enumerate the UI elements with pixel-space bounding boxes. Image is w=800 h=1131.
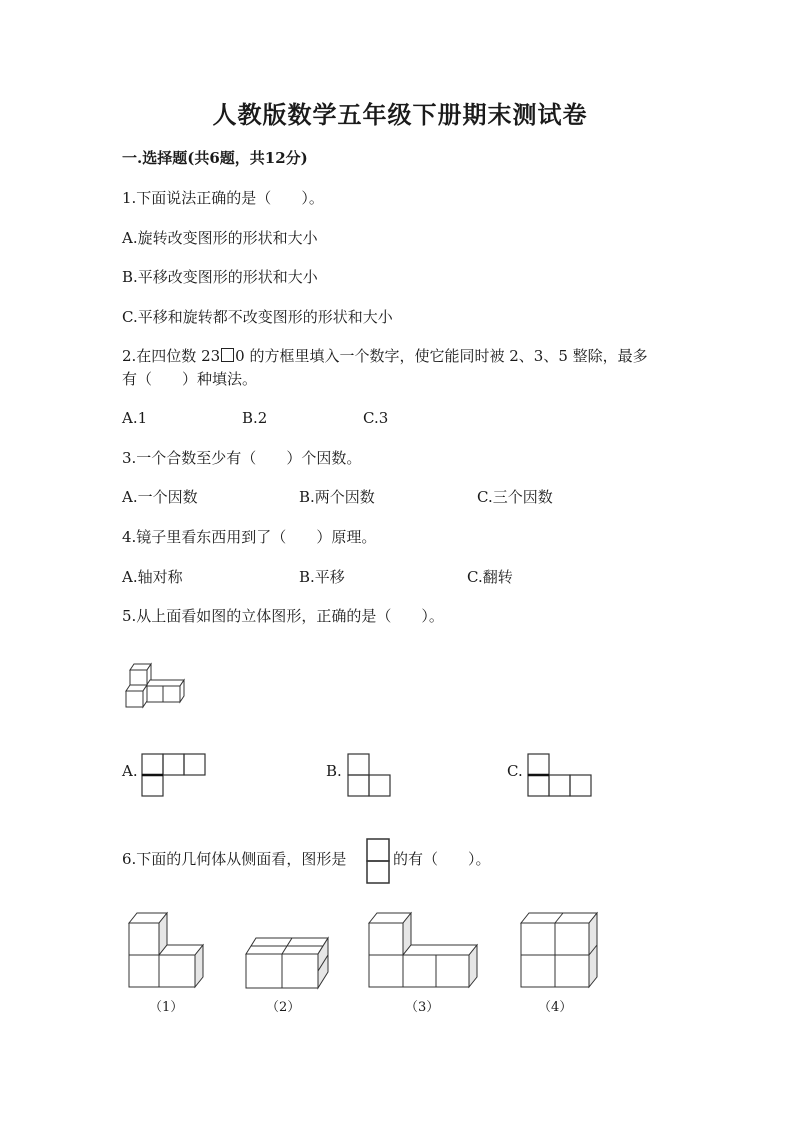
q6-figure-4 xyxy=(519,909,601,989)
question-1-option-c: C.平移和旋转都不改变图形的形状和大小 xyxy=(122,308,393,326)
q6-figure-1 xyxy=(127,909,207,989)
question-5-stem: 5.从上面看如图的立体图形，正确的是（ ）。 xyxy=(122,607,444,625)
section-heading: 一.选择题(共6题，共12分) xyxy=(122,149,308,167)
question-2-stem-part-b: 0 的方框里填入一个数字，使它能同时被 2、3、5 整除，最多 xyxy=(235,347,648,365)
q6-figure-2 xyxy=(244,934,334,990)
q5-option-b-shape xyxy=(347,753,393,799)
question-3-option-a: A.一个因数 xyxy=(122,488,198,506)
question-2-option-b: B.2 xyxy=(242,409,268,427)
question-1-option-b: B.平移改变图形的形状和大小 xyxy=(122,268,318,286)
question-1-stem: 1.下面说法正确的是（ ）。 xyxy=(122,189,324,207)
question-5-option-c-label: C. xyxy=(507,762,523,780)
question-3-option-b: B.两个因数 xyxy=(299,488,375,506)
question-4-stem: 4.镜子里看东西用到了（ ）原理。 xyxy=(122,528,377,546)
question-4-option-c: C.翻转 xyxy=(467,568,513,586)
page-title: 人教版数学五年级下册期末测试卷 xyxy=(212,100,588,129)
question-2-stem-part-a: 2.在四位数 23 xyxy=(122,347,221,365)
question-1-option-a: A.旋转改变图形的形状和大小 xyxy=(122,229,318,247)
question-6-stem-part-b: 的有（ ）。 xyxy=(393,850,491,868)
question-6-stem-part-a: 6.下面的几何体从侧面看，图形是 xyxy=(122,850,347,868)
q6-figure-1-label: （1） xyxy=(149,1000,184,1015)
q6-figure-3-label: （3） xyxy=(405,1000,440,1015)
question-2-stem-line-1 xyxy=(122,346,648,366)
question-2-option-a: A.1 xyxy=(122,409,148,427)
q5-solid-figure xyxy=(120,660,190,710)
question-4-option-b: B.平移 xyxy=(299,568,345,586)
q6-figure-3 xyxy=(367,909,479,989)
q5-option-c-shape xyxy=(527,753,593,799)
question-2-option-c: C.3 xyxy=(363,409,389,427)
question-2-stem-line-2: 有（ ）种填法。 xyxy=(122,370,258,388)
q6-figure-2-label: （2） xyxy=(266,1000,301,1015)
question-5-option-a-label: A. xyxy=(122,762,138,780)
blank-box-icon xyxy=(221,348,234,362)
question-4-option-a: A.轴对称 xyxy=(122,568,183,586)
q5-option-a-shape xyxy=(141,753,207,799)
question-3-stem: 3.一个合数至少有（ ）个因数。 xyxy=(122,449,362,467)
question-5-option-b-label: B. xyxy=(326,762,342,780)
question-3-option-c: C.三个因数 xyxy=(477,488,553,506)
q6-figure-4-label: （4） xyxy=(538,1000,573,1015)
q6-side-view-shape xyxy=(366,838,392,886)
